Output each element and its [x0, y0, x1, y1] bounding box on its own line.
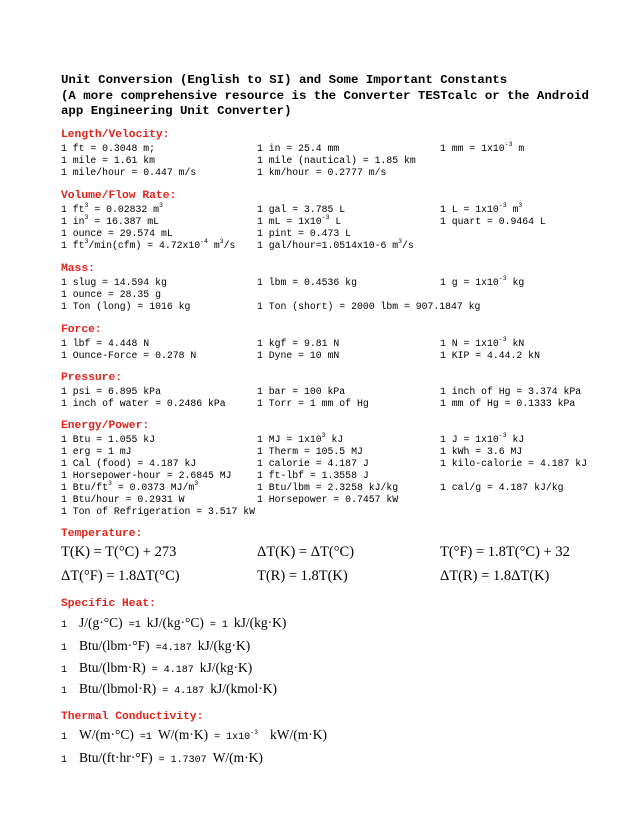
temp-equation-1: T(K) = T(°C) + 273	[61, 544, 177, 560]
energy-row3-col1: 1 Cal (food) = 4.187 kJ	[61, 458, 197, 469]
energy-row7-col1: 1 Ton of Refrigeration = 3.517 kW	[61, 506, 256, 517]
section-heading-volume: Volume/Flow Rate:	[61, 190, 177, 202]
energy-row5-col3: 1 cal/g = 4.187 kJ/kg	[440, 482, 564, 493]
mass-row1-col1: 1 slug = 14.594 kg	[61, 277, 167, 288]
energy-row6-col2: 1 Horsepower = 0.7457 kW	[257, 494, 399, 505]
length-row1-col2: 1 in = 25.4 mm	[257, 143, 340, 154]
volume-row4-col1: 1 $ft^3/\min(cfm) = 4.72x10^{-4}$ $m^3/s$	[61, 238, 236, 251]
force-row1-col1: 1 lbf = 4.448 N	[61, 338, 150, 349]
volume-row1-col2: 1 gal = 3.785 L	[257, 204, 346, 215]
energy-row1-col1: 1 Btu = 1.055 kJ	[61, 434, 156, 445]
energy-row2-col1: 1 erg = 1 mJ	[61, 446, 132, 457]
title-line-2: (A more comprehensive resource is the Converter TESTcalc or the Android	[61, 88, 589, 103]
pressure-row2-col3: 1 mm of Hg = 0.1333 kPa	[440, 398, 576, 409]
energy-row2-col3: 1 kWh = 3.6 MJ	[440, 446, 523, 457]
volume-row1-col3: 1 $L = 1x10^{-3}$ $m^3$	[440, 202, 523, 215]
pressure-row1-col1: 1 psi = 6.895 kPa	[61, 386, 161, 397]
thermal-row-1: 1 W/(m·°C) =1 $W/(m\cdot K) = 1x10^{-3}$ kW/(m·K)	[61, 727, 327, 743]
energy-row4-col1: 1 Horsepower-hour = 2.6845 MJ	[61, 470, 232, 481]
volume-row1-col1: 1 $ft^3 = 0.02832$ $m^3$	[61, 202, 163, 215]
specific-heat-row-3: 1 Btu/(lbm·R) = 4.187 kJ/(kg·K)	[61, 660, 253, 676]
section-heading-length: Length/Velocity:	[61, 129, 170, 141]
section-heading-mass: Mass:	[61, 263, 95, 275]
volume-row2-col3: 1 quart = 0.9464 L	[440, 216, 546, 227]
energy-row1-col2: 1 MJ = $1x10^3$ kJ	[257, 432, 344, 445]
force-row2-col2: 1 Dyne = 10 mN	[257, 350, 340, 361]
thermal-row-2: 1 Btu/(ft·hr·°F) = 1.7307 W/(m·K)	[61, 750, 263, 766]
energy-row3-col2: 1 calorie = 4.187 J	[257, 458, 369, 469]
section-heading-energy: Energy/Power:	[61, 420, 150, 432]
pressure-row2-col2: 1 Torr = 1 mm of Hg	[257, 398, 369, 409]
specific-heat-row-4: 1 Btu/(lbmol·R) = 4.187 kJ/(kmol·K)	[61, 681, 278, 697]
section-heading-pressure: Pressure:	[61, 372, 123, 384]
volume-row2-col1: 1 $in^3 = 16.387$ mL	[61, 214, 159, 227]
force-row2-col3: 1 KIP = 4.44.2 kN	[440, 350, 540, 361]
length-row2-col2: 1 mile (nautical) = 1.85 km	[257, 155, 416, 166]
length-row1-col1: 1 ft = 0.3048 m;	[61, 143, 156, 154]
section-heading-temperature: Temperature:	[61, 528, 143, 540]
energy-row6-col1: 1 Btu/hour = 0.2931 W	[61, 494, 185, 505]
title-line-1: Unit Conversion (English to SI) and Some Important Constants	[61, 73, 508, 87]
mass-row3-col2: 1 Ton (short) = 2000 lbm = 907.1847 kg	[257, 301, 481, 312]
specific-heat-row-1: 1 J/(g·°C) =1 kJ/(kg·°C) = 1 kJ/(kg·K)	[61, 615, 287, 631]
temp-equation-3: T(°F) = 1.8T(°C) + 32	[440, 544, 570, 560]
energy-row5-col1: 1 Btu/$ft^3 = 0.0373$ $MJ/m^3$	[61, 480, 199, 493]
section-heading-force: Force:	[61, 324, 102, 336]
temp-equation-6: ΔT(R) = 1.8ΔT(K)	[440, 568, 550, 584]
section-heading-specific-heat: Specific Heat:	[61, 598, 156, 610]
energy-row3-col3: 1 kilo-calorie = 4.187 kJ	[440, 458, 587, 469]
mass-row3-col1: 1 Ton (long) = 1016 kg	[61, 301, 191, 312]
volume-row4-col2: 1 gal/hour=1.0514x10-6 $m^3/s$	[257, 238, 414, 251]
temp-equation-5: T(R) = 1.8T(K)	[257, 568, 348, 584]
title-line-3: app Engineering Unit Converter)	[61, 104, 292, 118]
volume-row3-col1: 1 ounce = 29.574 mL	[61, 228, 173, 239]
energy-row2-col2: 1 Therm = 105.5 MJ	[257, 446, 363, 457]
energy-row4-col2: 1 ft-lbf = 1.3558 J	[257, 470, 369, 481]
section-heading-thermal-conductivity: Thermal Conductivity:	[61, 711, 204, 723]
energy-row5-col2: 1 Btu/lbm = 2.3258 kJ/kg	[257, 482, 399, 493]
force-row1-col3: 1 $N = 1x10^{-3}$ kN	[440, 336, 525, 349]
temp-equation-2: ΔT(K) = ΔT(°C)	[257, 544, 355, 560]
document-title	[61, 73, 589, 120]
energy-row1-col3: 1 $J = 1x10^{-3}$ kJ	[440, 432, 525, 445]
pressure-row2-col1: 1 inch of water = 0.2486 kPa	[61, 398, 226, 409]
mass-row1-col3: 1 $g = 1x10^{-3}$ kg	[440, 275, 525, 288]
length-row3-col1: 1 mile/hour = 0.447 m/s	[61, 167, 197, 178]
temp-equation-4: ΔT(°F) = 1.8ΔT(°C)	[61, 568, 180, 584]
force-row2-col1: 1 Ounce-Force = 0.278 N	[61, 350, 197, 361]
specific-heat-row-2: 1 Btu/(lbm·°F) =4.187 kJ/(kg·K)	[61, 638, 251, 654]
mass-row1-col2: 1 lbm = 0.4536 kg	[257, 277, 357, 288]
length-row1-col3: 1 mm = $1x10^{-3}$ m	[440, 141, 525, 154]
mass-row2-col1: 1 ounce = 28.35 g	[61, 289, 161, 300]
pressure-row1-col2: 1 bar = 100 kPa	[257, 386, 346, 397]
force-row1-col2: 1 kgf = 9.81 N	[257, 338, 340, 349]
pressure-row1-col3: 1 inch of Hg = 3.374 kPa	[440, 386, 582, 397]
length-row3-col2: 1 km/hour = 0.2777 m/s	[257, 167, 387, 178]
length-row2-col1: 1 mile = 1.61 km	[61, 155, 156, 166]
volume-row2-col2: 1 mL = $1x10^{-3}$ L	[257, 214, 342, 227]
volume-row3-col2: 1 pint = 0.473 L	[257, 228, 352, 239]
